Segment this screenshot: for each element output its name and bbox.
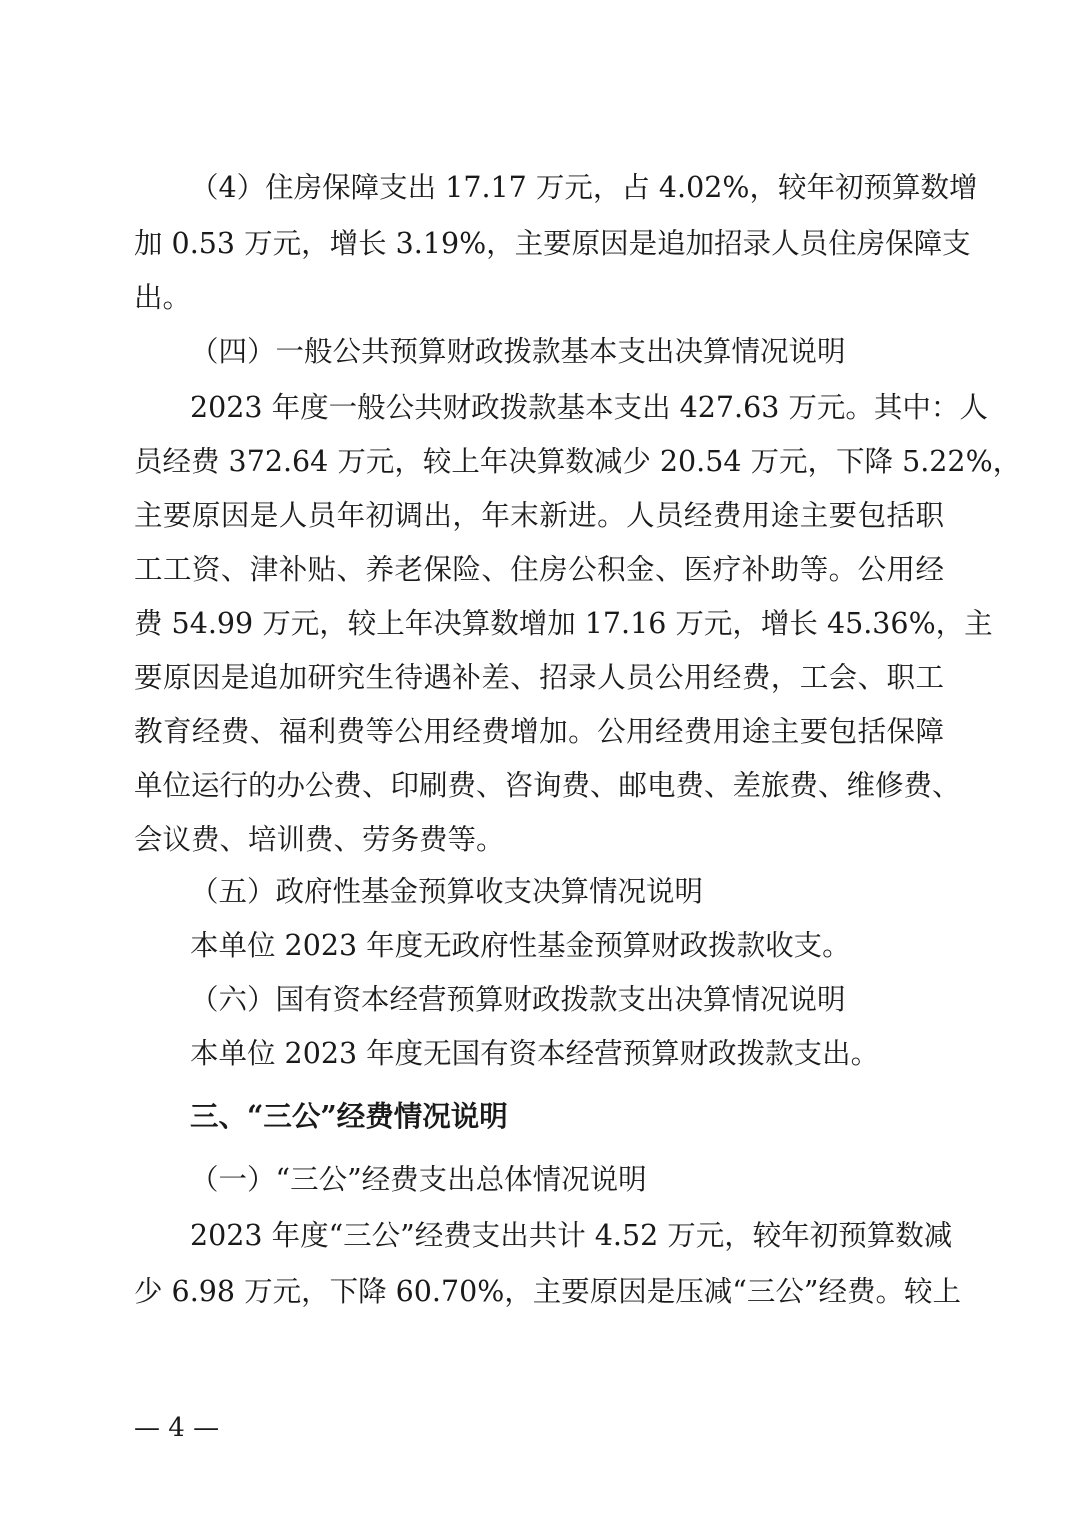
page-number: — 4 — [134, 1413, 220, 1443]
paragraph-line: （4）住房保障支出 17.17 万元，占 4.02%，较年初预算数增 [190, 171, 978, 204]
section-heading: （五）政府性基金预算收支决算情况说明 [190, 875, 704, 908]
paragraph-line: 单位运行的办公费、印刷费、咨询费、邮电费、差旅费、维修费、 [134, 769, 961, 802]
paragraph-line: 本单位 2023 年度无政府性基金预算财政拨款收支。 [190, 929, 851, 962]
chapter-heading: 三、“三公”经费情况说明 [190, 1099, 508, 1133]
paragraph-line: 2023 年度“三公”经费支出共计 4.52 万元，较年初预算数减 [190, 1219, 953, 1252]
paragraph-line: 加 0.53 万元，增长 3.19%，主要原因是追加招录人员住房保障支 [134, 227, 971, 260]
paragraph-line: 少 6.98 万元，下降 60.70%，主要原因是压减“三公”经费。较上 [134, 1275, 961, 1308]
paragraph-line: 费 54.99 万元，较上年决算数增加 17.16 万元，增长 45.36%，主 [134, 607, 993, 640]
paragraph-line: 会议费、培训费、劳务费等。 [134, 823, 505, 856]
paragraph-line: 教育经费、福利费等公用经费增加。公用经费用途主要包括保障 [134, 715, 944, 748]
paragraph-line: 工工资、津补贴、养老保险、住房公积金、医疗补助等。公用经 [134, 553, 944, 586]
section-heading: （四）一般公共预算财政拨款基本支出决算情况说明 [190, 335, 846, 368]
paragraph-line: 出。 [134, 281, 192, 314]
paragraph-line: 要原因是追加研究生待遇补差、招录人员公用经费，工会、职工 [134, 661, 944, 694]
paragraph-line: 本单位 2023 年度无国有资本经营预算财政拨款支出。 [190, 1037, 880, 1070]
paragraph-line: 主要原因是人员年初调出，年末新进。人员经费用途主要包括职 [134, 499, 944, 532]
section-heading: （六）国有资本经营预算财政拨款支出决算情况说明 [190, 983, 846, 1016]
paragraph-line: 员经费 372.64 万元，较上年决算数减少 20.54 万元，下降 5.22%， [134, 445, 1022, 478]
section-heading: （一）“三公”经费支出总体情况说明 [190, 1163, 647, 1196]
paragraph-line: 2023 年度一般公共财政拨款基本支出 427.63 万元。其中：人 [190, 391, 988, 424]
